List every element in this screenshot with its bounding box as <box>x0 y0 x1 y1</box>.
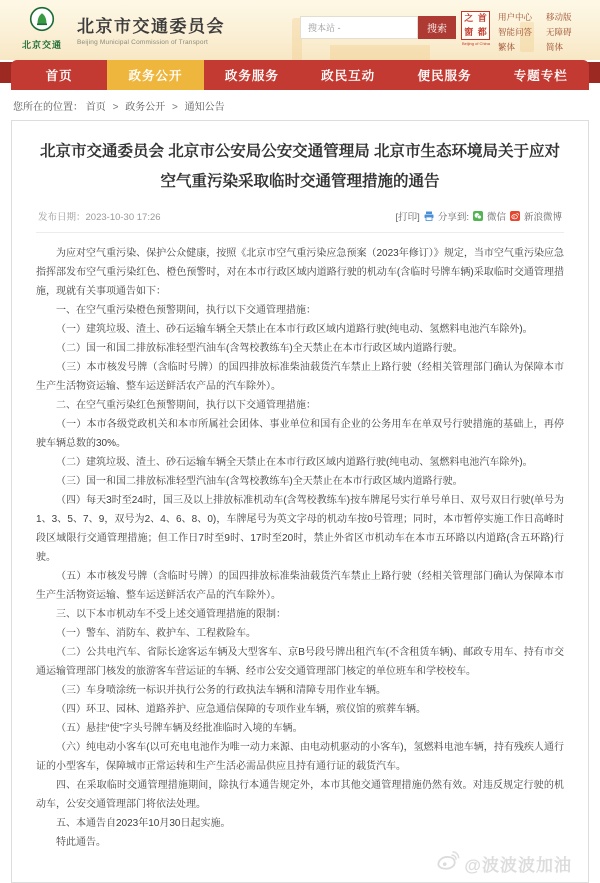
nav-tab-gov-disclosure[interactable]: 政务公开 <box>107 60 203 90</box>
breadcrumb-current: 通知公告 <box>184 102 225 113</box>
share-weibo-button[interactable]: 新浪微博 <box>523 212 562 224</box>
breadcrumb-separator: > <box>171 102 178 113</box>
seal-char: 窗 <box>464 26 474 37</box>
article-paragraph: （二）公共电汽车、省际长途客运车辆及大型客车、京B号段号牌出租汽车(不含租赁车辆)、邮政专用车、持有市交通运输管理部门核发的旅游客车营运证的车辆、经市公安交通管理部门核定的单位班车和学校校车。 <box>36 647 564 678</box>
article-paragraph: （五）本市核发号牌（含临时号牌）的国四排放标准柴油载货汽车禁止上路行驶（经相关管理部门确认为保障本市生产生活物资运输、整车运送鲜活农产品的汽车除外）。 <box>36 571 564 602</box>
header-quick-link[interactable]: 简体 <box>546 42 564 52</box>
article-paragraph: （一）警车、消防车、救护车、工程救险车。 <box>56 628 256 640</box>
article-paragraph: （二）建筑垃圾、渣土、砂石运输车辆全天禁止在本市行政区域内道路行驶(纯电动、氢燃料电池汽车除外)。 <box>56 457 533 469</box>
search-input[interactable] <box>300 16 418 39</box>
breadcrumb-separator: > <box>112 102 119 113</box>
nav-tab-interaction[interactable]: 政民互动 <box>321 69 376 83</box>
nav-bar <box>11 60 589 90</box>
article-paragraph: （三）国一和国二排放标准轻型汽油车(含驾校教练车)全天禁止在本市行政区域内道路行驶。 <box>56 476 463 488</box>
article-paragraph: 四、在采取临时交通管理措施期间，除执行本通告规定外，本市其他交通管理措施仍然有效。对违反规定行驶的机动车，公安交通管理部门将依法处理。 <box>36 780 564 811</box>
breadcrumb-home[interactable]: 首页 <box>85 102 106 113</box>
weibo-icon[interactable] <box>510 211 520 221</box>
weibo-watermark <box>435 851 572 876</box>
article-paragraph: 一、在空气重污染橙色预警期间，执行以下交通管理措施： <box>56 305 316 317</box>
article-paragraph: 二、在空气重污染红色预警期间，执行以下交通管理措施： <box>56 400 316 412</box>
article-body <box>36 244 564 852</box>
seal-char: 首 <box>477 13 487 24</box>
article-paragraph: （四）每天3时至24时，国三及以上排放标准机动车(含驾校教练车)按车牌尾号实行单号单日、双号双日行驶(单号为1、3、5、7、9，双号为2、4、6、8、0)，车牌尾号为英文字母的机动车按0号管理；同时，本市暂停实施工作日高峰时段区域限行交通管理措施；但工作日7时至9时、17时至20时，禁止外省区市机动车在本市五环路以内道路(含五环路)行驶。 <box>36 495 564 564</box>
article-paragraph: （四）环卫、园林、道路养护、应急通信保障的专项作业车辆，殡仪馆的殡葬车辆。 <box>56 704 426 716</box>
site-search <box>300 16 456 39</box>
publish-date-label: 发布日期： <box>38 212 86 224</box>
header-cityscape-buildings <box>330 45 430 60</box>
site-title-en: Beijing Municipal Commission of Transport <box>77 38 209 46</box>
header-quick-link[interactable]: 移动版 <box>546 12 572 22</box>
seal-caption: Beijing of China <box>461 41 491 46</box>
nav-tab-home[interactable]: 首页 <box>45 69 73 83</box>
share-wechat-button[interactable]: 微信 <box>486 212 506 224</box>
article-paragraph: （三）本市核发号牌（含临时号牌）的国四排放标准柴油载货汽车禁止上路行驶（经相关管理部门确认为保障本市生产生活物资运输、整车运送鲜活农产品的汽车除外）。 <box>36 362 564 393</box>
nav-tab-gov-services[interactable]: 政务服务 <box>224 69 279 83</box>
search-button[interactable]: 搜索 <box>418 16 456 39</box>
weibo-logo-icon <box>435 851 459 876</box>
header-links-column-2 <box>546 11 572 53</box>
article-paragraph: （三）车身喷涂统一标识并执行公务的行政执法车辆和清障专用作业车辆。 <box>56 685 386 697</box>
site-title: 北京市交通委员会 <box>77 16 225 36</box>
article-paragraph: 特此通告。 <box>56 837 106 849</box>
breadcrumb <box>0 90 600 120</box>
publish-date-block <box>38 209 161 223</box>
breadcrumb-prefix: 您所在的位置： <box>13 102 83 113</box>
nav-tab-convenience[interactable]: 便民服务 <box>417 69 472 83</box>
nav-tab-special-columns[interactable]: 专题专栏 <box>513 69 568 83</box>
share-label: 分享到: <box>437 212 469 224</box>
article-paragraph: （二）国一和国二排放标准轻型汽油车(含驾校教练车)全天禁止在本市行政区域内道路行驶。 <box>56 343 463 355</box>
article-paragraph: （六）纯电动小客车(以可充电电池作为唯一动力来源、由电动机驱动的小客车)，氢燃料电池车辆，持有残疾人通行证的小型客车，保障城市正常运转和生产生活必需品供应且持有通行证的载货汽车。 <box>36 742 564 773</box>
main-nav <box>0 60 600 90</box>
watermark-text: @波波波加油 <box>464 856 572 876</box>
article-title: 北京市交通委员会 北京市公安局公安交通管理局 北京市生态环境局关于应对空气重污染采取临时交通管理措施的通告 <box>39 143 561 191</box>
header-quick-link[interactable]: 用户中心 <box>498 12 533 22</box>
printer-icon[interactable] <box>424 211 434 221</box>
article-paragraph: （一）建筑垃圾、渣土、砂石运输车辆全天禁止在本市行政区域内道路行驶(纯电动、氢燃料电池汽车除外)。 <box>56 324 533 336</box>
article-paragraph: （五）悬挂“使”字头号牌车辆及经批准临时入境的车辆。 <box>56 723 303 735</box>
transport-emblem-icon <box>29 6 55 37</box>
header-quick-link[interactable]: 无障碍 <box>546 27 572 37</box>
site-logo[interactable] <box>14 6 225 51</box>
header-quick-link[interactable]: 智能问答 <box>498 27 533 37</box>
article-paragraph: 五、本通告自2023年10月30日起实施。 <box>56 818 231 830</box>
site-header <box>0 0 600 60</box>
header-quick-link[interactable]: 繁体 <box>498 42 516 52</box>
article-paragraph: 为应对空气重污染、保护公众健康，按照《北京市空气重污染应急预案（2023年修订）》规定，当市空气重污染应急指挥部发布空气重污染红色、橙色预警时，对在本市行政区域内道路行驶的机动车(含临时号牌车辆)采取临时交通管理措施，现就有关事项通告如下： <box>36 248 564 298</box>
article-container <box>11 120 589 883</box>
publish-date-value: 2023-10-30 17:26 <box>85 212 161 224</box>
seal-char: 都 <box>477 26 487 37</box>
logo-badge-text: 北京交通 <box>21 40 62 50</box>
header-links-column-1 <box>498 11 532 53</box>
article-paragraph: 三、以下本市机动车不受上述交通管理措施的限制： <box>56 609 286 621</box>
seal-char: 之 <box>464 13 474 24</box>
wechat-icon[interactable] <box>473 211 483 221</box>
article-meta-row <box>36 209 564 233</box>
article-paragraph: （一）本市各级党政机关和本市所属社会团体、事业单位和国有企业的公务用车在单双号行驶措施的基础上，再停驶车辆总数的30%。 <box>36 419 564 450</box>
capital-window-seal-icon[interactable] <box>461 11 490 40</box>
print-button[interactable]: [打印] <box>395 212 420 224</box>
breadcrumb-gov-disclosure[interactable]: 政务公开 <box>125 102 166 113</box>
